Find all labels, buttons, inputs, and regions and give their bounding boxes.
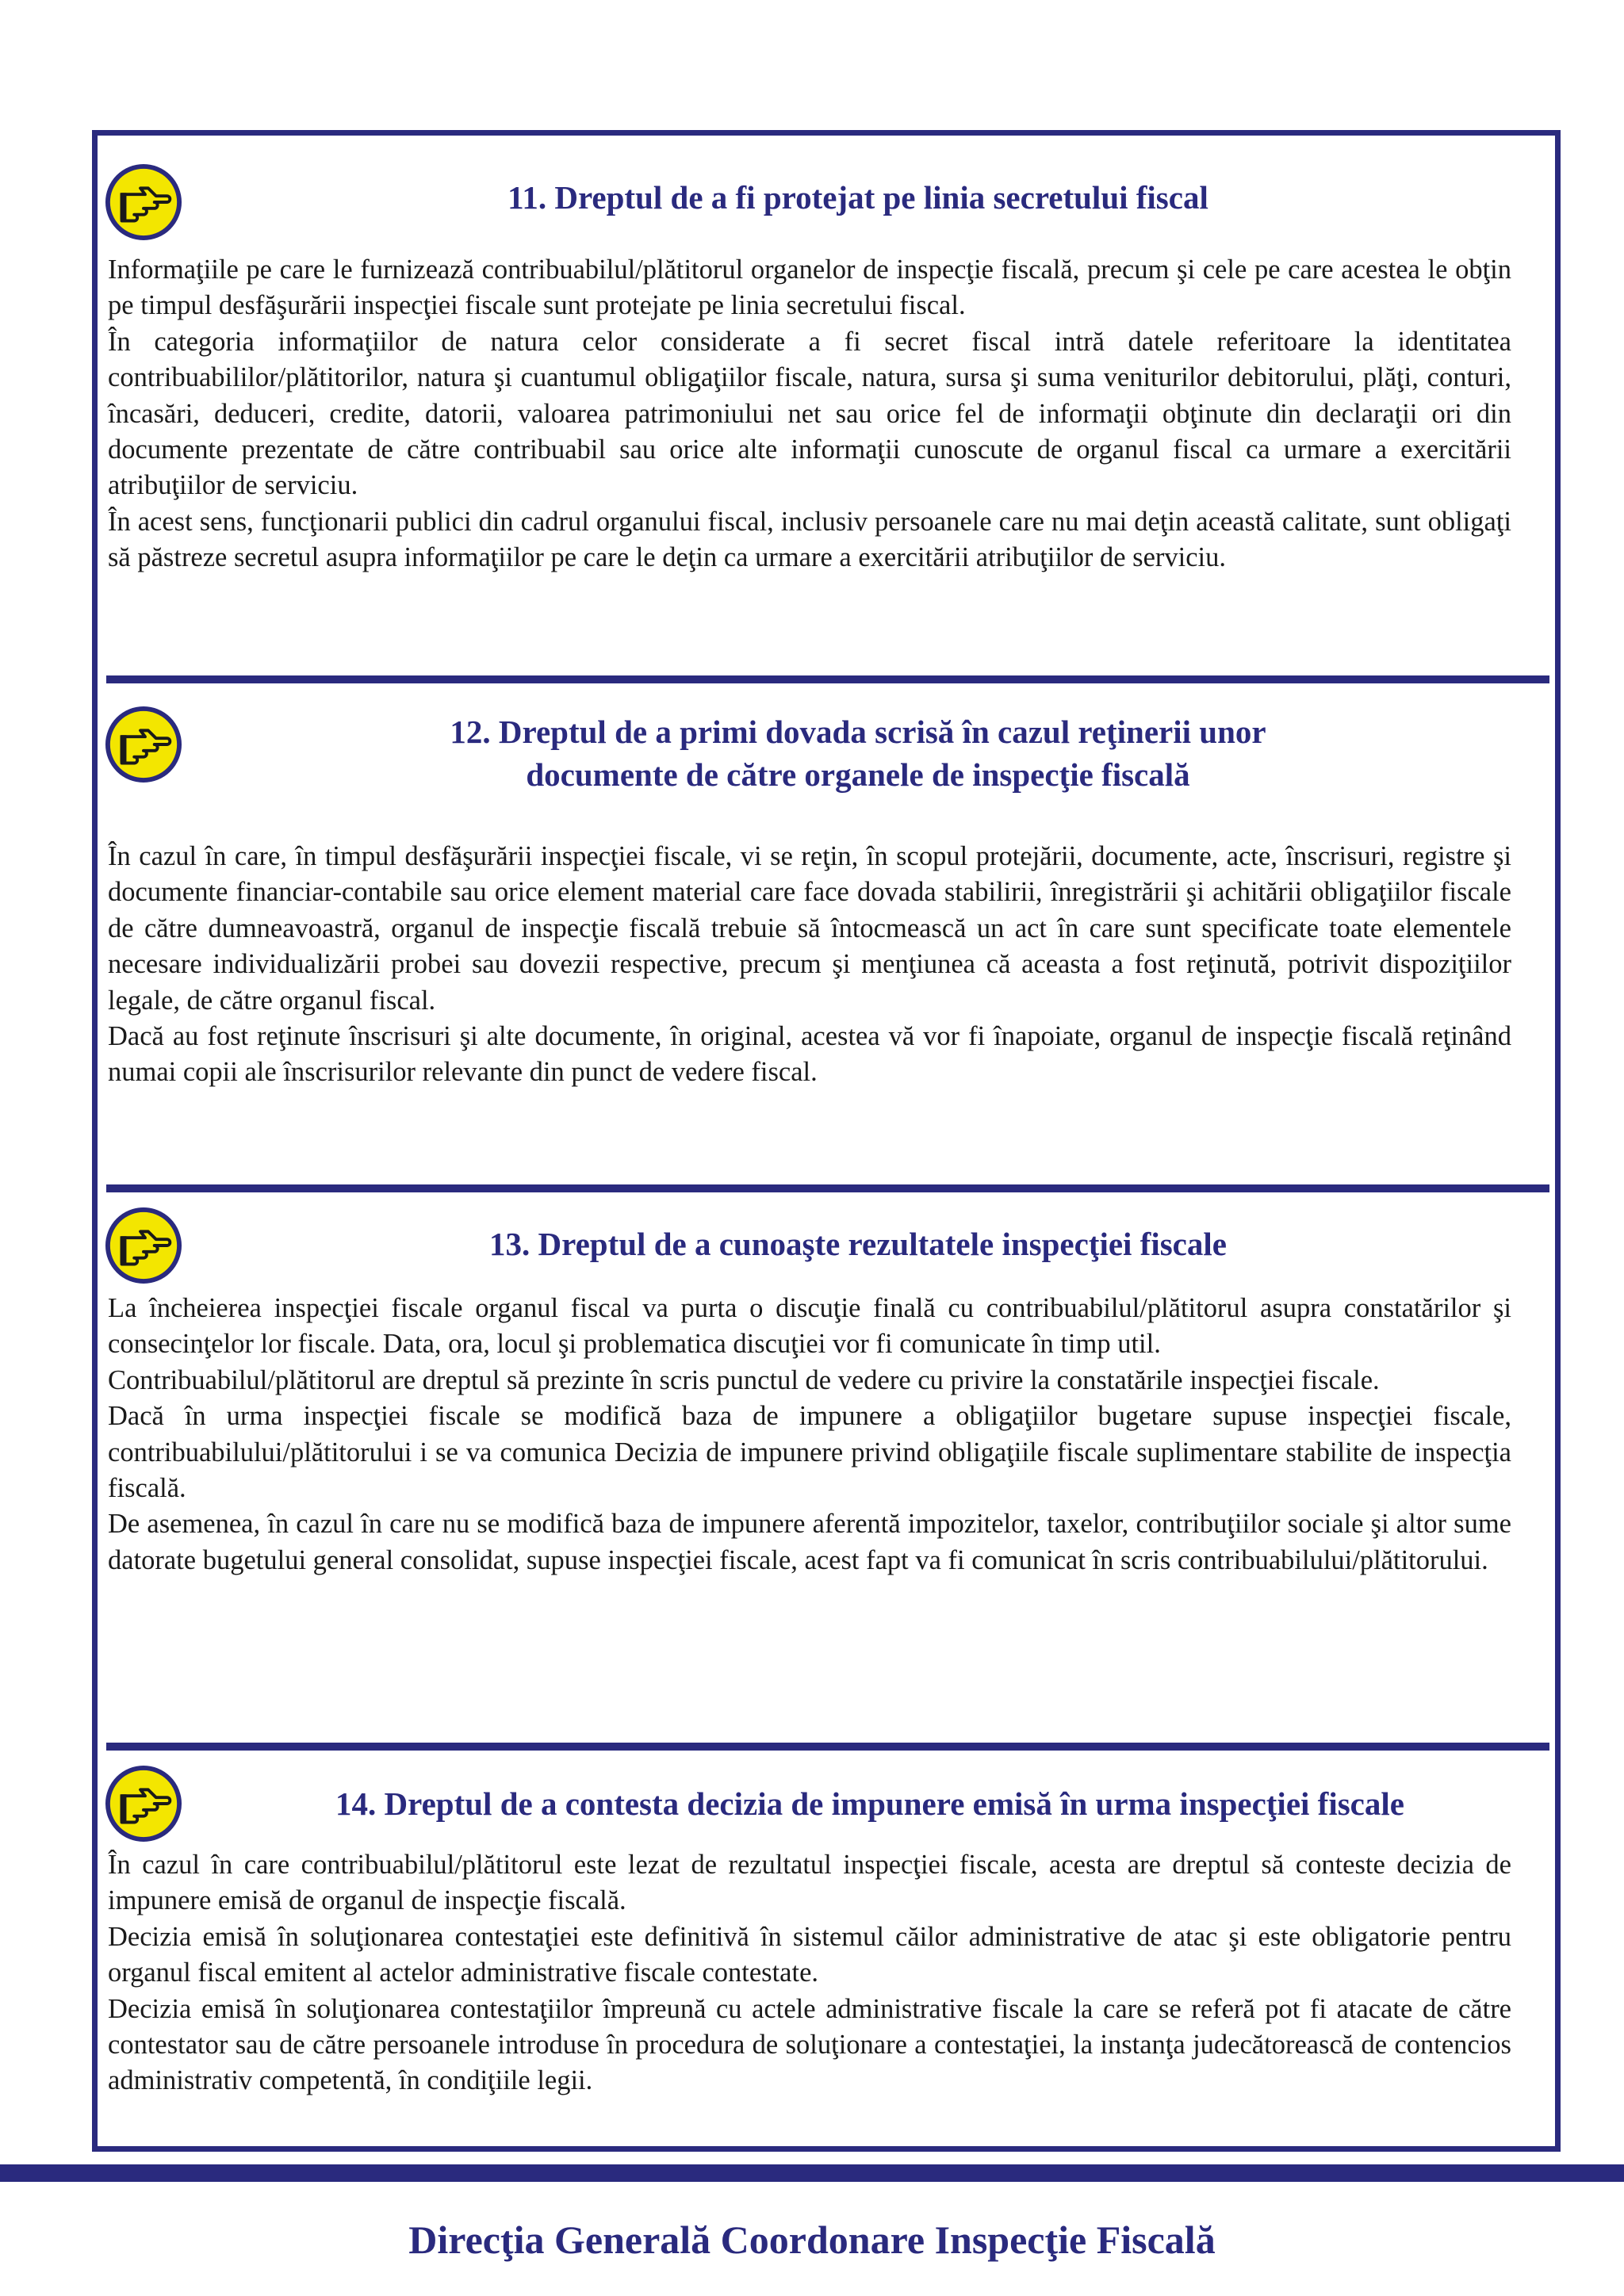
paragraph: Dacă în urma inspecţiei fiscale se modifică baza de impunere a obligaţiilor bugetare supuse inspecţiei fiscale, contribuabilului/plătitorului i se va comunica Decizia de impunere privind obligaţiile fiscale suplimentare stabilite de inspecţia fiscală.: [108, 1401, 1511, 1504]
section-body: [108, 252, 1511, 576]
section-body: [108, 839, 1511, 1091]
pointing-hand-icon: [105, 163, 182, 241]
paragraph: În categoria informaţiilor de natura celor considerate a fi secret fiscal intră datele referitoare la identitatea contribuabililor/plătitorilor, natura şi cuantumul obligaţiilor fiscale, natura, sursa şi suma veniturilor debitorului, plăţi, conturi, încasări, deduceri, credite, datorii, valoarea patrimoniului net sau orice fel de informaţii obţinute din declaraţii ori din documente prezentate de către contribuabil sau orice alte informaţii cunoscute de organul fiscal ca urmare a exercitării atribuţiilor de serviciu.: [108, 326, 1511, 501]
section-body: [108, 1291, 1511, 1578]
paragraph: În cazul în care contribuabilul/plătitorul este lezat de rezultatul inspecţiei fiscale, acesta are dreptul să conteste decizia de impunere emisă de organul de inspecţie fiscală.: [108, 1850, 1511, 1916]
section-body: [108, 1847, 1511, 2099]
section-title-line: documente de către organele de inspecţie fiscală: [526, 756, 1190, 793]
paragraph: De asemenea, în cazul în care nu se modifică baza de impunere aferentă impozitelor, taxelor, contribuţiilor sociale şi altor sume datorate bugetului general consolidat, supuse inspecţiei fiscale, acest fapt va fi comunicat în scris contribuabilului/plătitorului.: [108, 1509, 1511, 1575]
paragraph: Informaţiile pe care le furnizează contribuabilul/plătitorul organelor de inspecţie fiscală, precum şi cele pe care acestea le obţin pe timpul desfăşurării inspecţiei fiscale sunt protejate pe linia secretului fiscal.: [108, 254, 1511, 321]
paragraph: În acest sens, funcţionarii publici din cadrul organului fiscal, inclusiv persoanele care nu mai deţin această calitate, sunt obligaţi să păstreze secretul asupra informaţiilor pe care le deţin ca urmare a exercitării atribuţiilor de serviciu.: [108, 506, 1511, 573]
footer-title: Direcţia Generală Coordonare Inspecţie Fiscală: [408, 2218, 1216, 2262]
paragraph: Decizia emisă în soluţionarea contestaţiilor împreună cu actele administrative fiscale la care se referă pot fi atacate de către contestator sau de către persoanele introduse în procedura de soluţionare a contestaţiei, la instanţa judecătorească de contencios administrativ competentă, în condiţiile legii.: [108, 1993, 1511, 2096]
paragraph: Dacă au fost reţinute înscrisuri şi alte documente, în original, acestea vă vor fi înapoiate, organul de inspecţie fiscală reţinând numai copii ale înscrisurilor relevante din punct de vedere fiscal.: [108, 1021, 1511, 1088]
paragraph: Decizia emisă în soluţionarea contestaţiei este definitivă în sistemul căilor administrative de atac şi este obligatorie pentru organul fiscal emitent al actelor administrative fiscale contestate.: [108, 1921, 1511, 1988]
paragraph: Contribuabilul/plătitorul are dreptul să prezinte în scris punctul de vedere cu privire la constatările inspecţiei fiscale.: [108, 1364, 1380, 1395]
section-divider: [106, 1743, 1549, 1751]
footer-band: [0, 2164, 1624, 2182]
section-title: [200, 710, 1516, 796]
section-title-line: 12. Dreptul de a primi dovada scrisă în cazul reţinerii unor: [450, 714, 1266, 750]
section-title: 13. Dreptul de a cunoaşte rezultatele inspecţiei fiscale: [489, 1226, 1227, 1262]
section-divider: [106, 675, 1549, 683]
section-divider: [106, 1184, 1549, 1192]
pointing-hand-icon: [105, 1765, 182, 1843]
section-title: 14. Dreptul de a contesta decizia de impunere emisă în urma inspecţiei fiscale: [335, 1785, 1404, 1822]
paragraph: În cazul în care, în timpul desfăşurării inspecţiei fiscale, vi se reţin, în scopul protejării, documente, acte, înscrisuri, registre şi documente financiar-contabile sau orice element material care face dovada stabilirii, înregistrării şi achitării obligaţiilor fiscale de către dumneavoastră, organul de inspecţie fiscală trebuie să întocmească un act în care sunt specificate toate elementele necesare individualizării probei sau dovezii respective, precum şi menţiunea că aceasta a fost reţinută, potrivit dispoziţiilor legale, de către organul fiscal.: [108, 841, 1511, 1016]
pointing-hand-icon: [105, 706, 182, 783]
paragraph: La încheierea inspecţiei fiscale organul fiscal va purta o discuţie finală cu contribuabilul/plătitorul asupra constatărilor şi consecinţelor lor fiscale. Data, ora, locul şi problematica discuţiei vor fi comunicate în timp util.: [108, 1293, 1511, 1360]
pointing-hand-icon: [105, 1207, 182, 1284]
section-title: 11. Dreptul de a fi protejat pe linia secretului fiscal: [508, 179, 1208, 216]
